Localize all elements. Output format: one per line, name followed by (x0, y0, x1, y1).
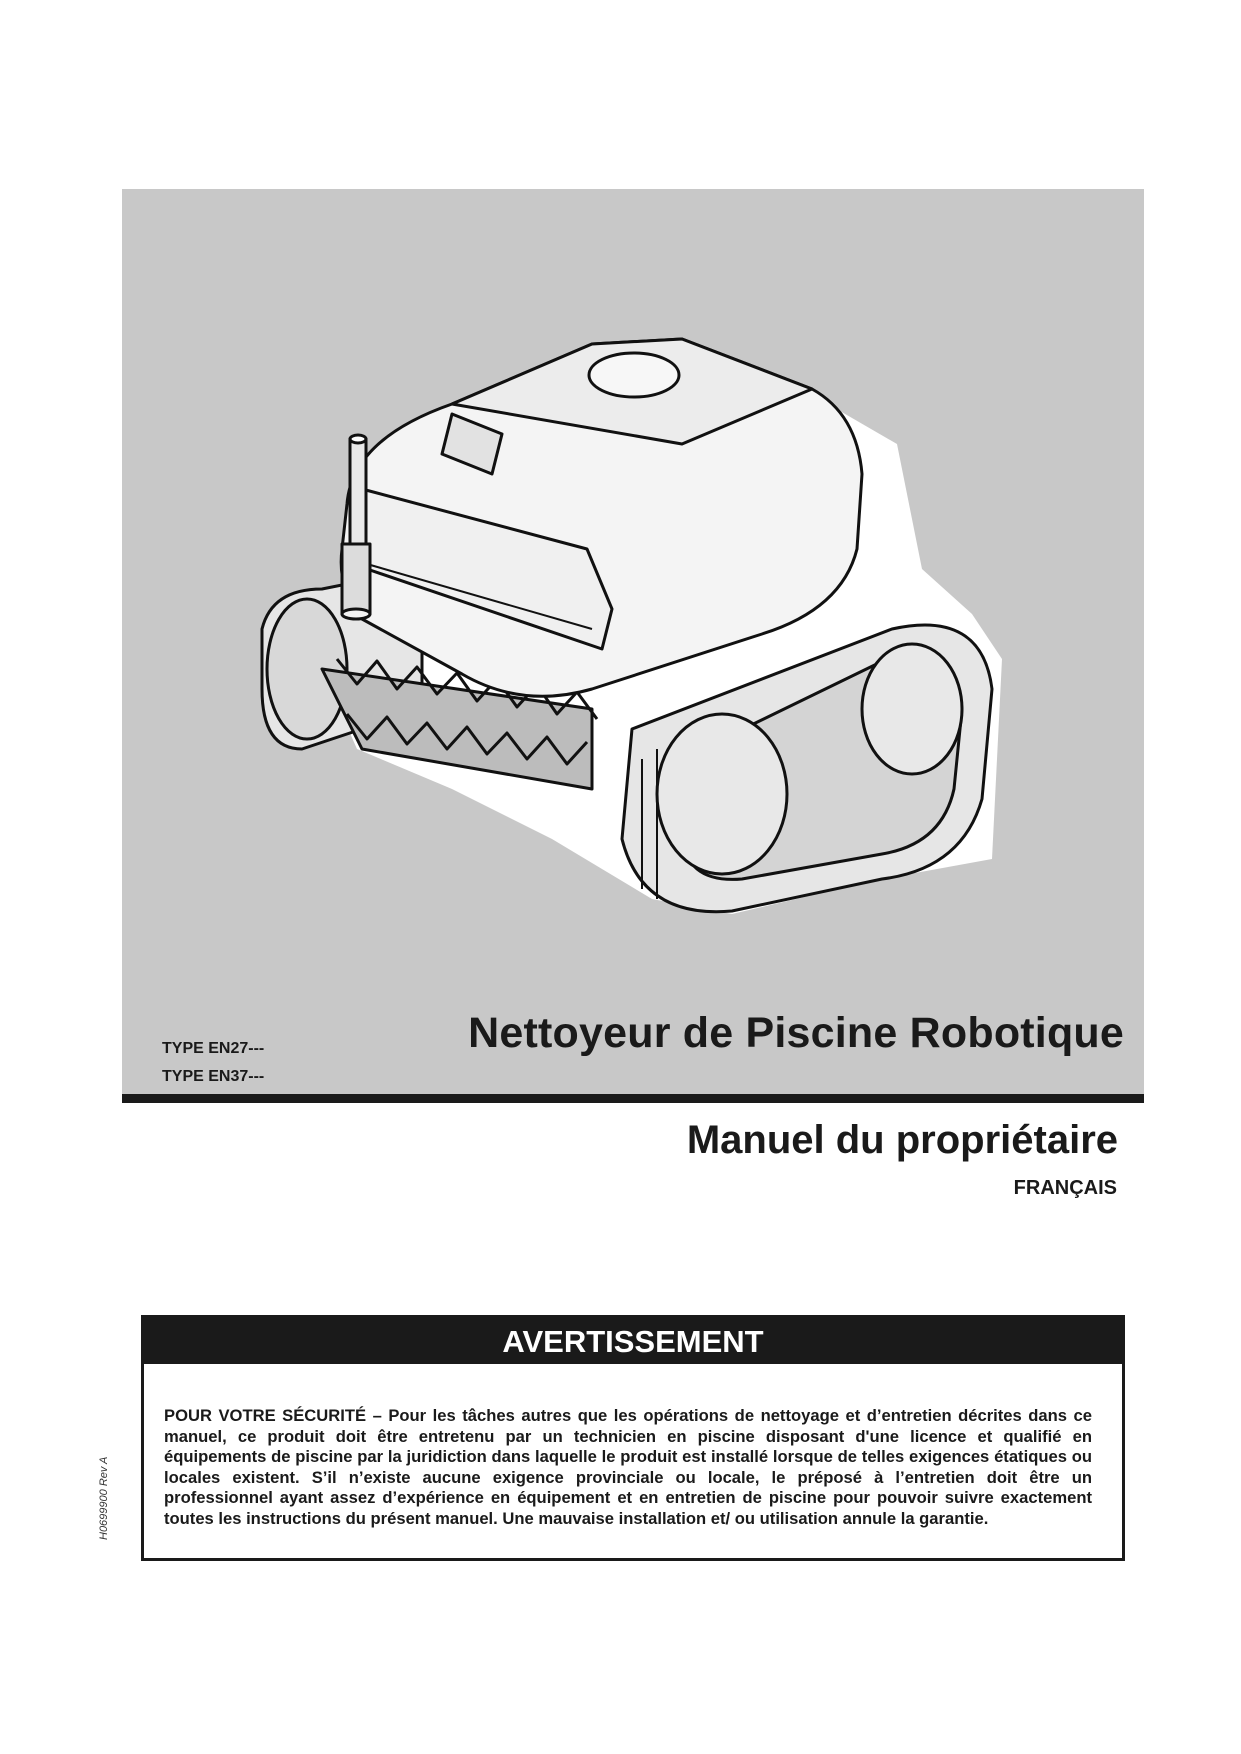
cover-panel (122, 189, 1144, 1094)
warning-box (141, 1315, 1125, 1561)
document-reference: H0699900 Rev A (98, 1456, 110, 1540)
type-codes (162, 1035, 264, 1091)
cover-divider (122, 1094, 1144, 1103)
warning-body: POUR VOTRE SÉCURITÉ – Pour les tâches autres que les opérations de nettoyage et d’entretien décrites dans ce manuel, ce produit doit être entretenu par un technicien en piscine disposant d'une licence et qualifié en équipements de piscine par la juridiction dans laquelle le produit est installé lorsque de telles exigences étatiques ou locales existent. S’il n’existe aucune exigence provinciale ou locale, le préposé à l’entretien doit être un professionnel ayant assez d’expérience en équipement et en entretien de piscine pour pouvoir suivre exactement toutes les instructions du présent manuel. Une mauvaise installation et/ ou utilisation annule la garantie. (164, 1406, 1092, 1528)
warning-heading: AVERTISSEMENT (144, 1318, 1122, 1364)
manual-title: Manuel du propriétaire (686, 1118, 1118, 1162)
robot-cleaner-illustration (122, 189, 1144, 1094)
product-title: Nettoyeur de Piscine Robotique (468, 1009, 1124, 1057)
language-label: FRANÇAIS (1013, 1177, 1117, 1199)
type-code-en37: TYPE EN37--- (162, 1068, 265, 1085)
type-code-en27: TYPE EN27--- (162, 1040, 265, 1057)
